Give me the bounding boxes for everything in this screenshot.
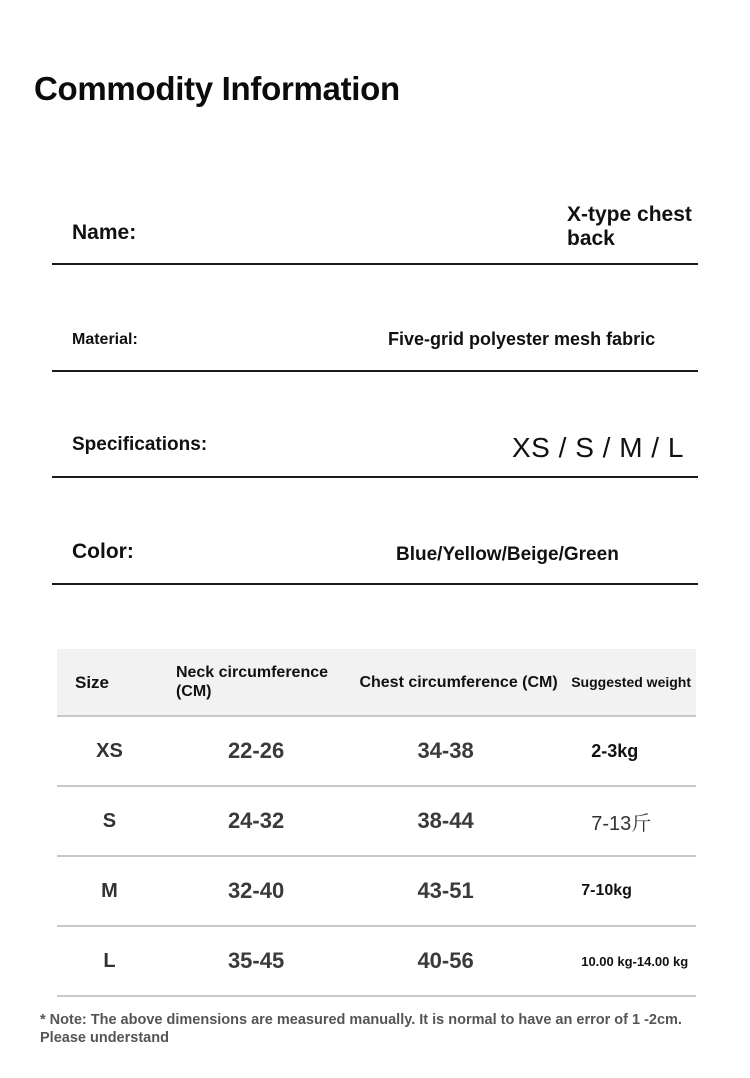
- cell-neck: 22-26: [176, 716, 360, 786]
- specifications-value: XS / S / M / L: [512, 432, 684, 463]
- table-row: [57, 786, 696, 856]
- cell-chest: 34-38: [359, 716, 571, 786]
- material-label: Material:: [72, 331, 138, 348]
- specifications-label: Specifications:: [72, 434, 208, 455]
- header-size: Size: [57, 649, 176, 716]
- table-row: [57, 856, 696, 926]
- size-table: [57, 649, 696, 997]
- cell-chest: 43-51: [359, 856, 571, 926]
- name-value: X-type chest back: [567, 203, 692, 250]
- cell-weight: 7-13斤: [571, 786, 696, 856]
- cell-chest: 38-44: [359, 786, 571, 856]
- header-chest: Chest circumference (CM): [359, 649, 571, 716]
- info-row-material: [52, 305, 698, 372]
- page-title: Commodity Information: [34, 70, 400, 107]
- color-label: Color:: [72, 540, 134, 563]
- cell-size: S: [57, 786, 176, 856]
- cell-size: M: [57, 856, 176, 926]
- info-row-name: [52, 195, 698, 265]
- cell-size: L: [57, 926, 176, 996]
- cell-weight: 7-10kg: [571, 856, 696, 926]
- table-row: [57, 716, 696, 786]
- cell-chest: 40-56: [359, 926, 571, 996]
- cell-neck: 32-40: [176, 856, 360, 926]
- header-neck: Neck circumference (CM): [176, 649, 360, 716]
- cell-neck: 24-32: [176, 786, 360, 856]
- header-weight: Suggested weight: [571, 649, 696, 716]
- cell-size: XS: [57, 716, 176, 786]
- size-table-header-row: [57, 649, 696, 716]
- info-row-color: [52, 520, 698, 585]
- color-value: Blue/Yellow/Beige/Green: [396, 544, 619, 565]
- table-row: [57, 926, 696, 996]
- cell-neck: 35-45: [176, 926, 360, 996]
- cell-weight: 2-3kg: [571, 716, 696, 786]
- material-value: Five-grid polyester mesh fabric: [388, 329, 656, 349]
- info-row-specifications: [52, 410, 698, 478]
- cell-weight: 10.00 kg-14.00 kg: [571, 926, 696, 996]
- name-label: Name:: [72, 221, 137, 244]
- measurement-note: * Note: The above dimensions are measured manually. It is normal to have an error of 1 -2cm. Please understand: [40, 1012, 682, 1046]
